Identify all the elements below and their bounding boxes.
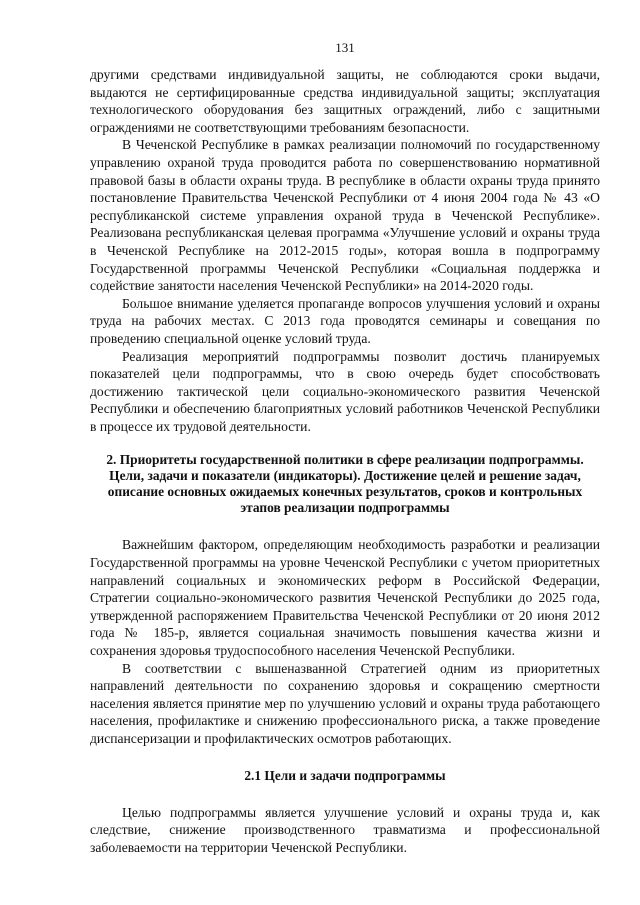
paragraph: В соответствии с вышеназванной Стратегией одним из приоритетных направлений деятельности по сохранению здоровья и сокращению смертности населения является принятие мер по улучшению условий и охраны труда работающего населения, профилактике и снижению профессионального риска, а также проведение диспансеризации и профилактических осмотров работающих. <box>90 660 600 746</box>
paragraph: другими средствами индивидуальной защиты, не соблюдаются сроки выдачи, выдаются не сертифицированные средства индивидуальной защиты; эксплуатация технологического оборудования без защитных ограждений, либо с защитными ограждениями не соответствующими требованиям безопасности. <box>90 67 600 135</box>
paragraph: Важнейшим фактором, определяющим необходимость разработки и реализации Государственной программы на уровне Чеченской Республики с учетом приоритетных направлений социальных и экономических реформ в Российской Федерации, Стратегии социально-экономического развития Чеченской Республики до 2025 года, утвержденной распоряжением Правительства Чеченской Республики от 20 июня 2012 года № 185-р, является социальная значимость повышения качества жизни и сохранения здоровья трудоспособного населения Чеченской Республики. <box>90 537 600 659</box>
paragraph: Большое внимание уделяется пропаганде вопросов улучшения условий и охраны труда на рабочих местах. С 2013 года проводятся семинары и совещания по проведению специальной оценке условий труда. <box>90 295 600 346</box>
paragraph: В Чеченской Республике в рамках реализации полномочий по государственному управлению охраной труда проводится работа по совершенствованию нормативной правовой базы в области охраны труда. В республике в области охраны труда принято постановление Правительства Чеченской Республики от 4 июня 2004 года № 43 «О республиканской системе управления охраной труда в Чеченской Республике». Реализована республиканская целевая программа «Улучшение условий и охраны труда в Чеченской Республике на 2012-2015 годы», которая вошла в подпрограмму Государственной программы Чеченской Республики «Социальная поддержка и содействие занятости населения Чеченской Республики» на 2014-2020 годы. <box>90 137 600 294</box>
document-body <box>90 66 600 856</box>
paragraph: Целью подпрограммы является улучшение условий и охраны труда и, как следствие, снижение производственного травматизма и профессиональной заболеваемости на территории Чеченской Республики. <box>90 804 600 855</box>
paragraph: Реализация мероприятий подпрограммы позволит достичь планируемых показателей цели подпрограммы, что в свою очередь будет способствовать достижению тактической цели социально-экономического развития Чеченской Республики и обеспечению благоприятных условий работников Чеченской Республики в процессе их трудовой деятельности. <box>90 348 600 434</box>
subsection-heading: 2.1 Цели и задачи подпрограммы <box>244 767 446 783</box>
section-heading: 2. Приоритеты государственной политики в сфере реализации подпрограммы. Цели, задачи и показатели (индикаторы). Достижение целей и решение задач, описание основных ожидаемых конечных результатов, сроков и контрольных этапов реализации подпрограммы <box>106 452 584 516</box>
page-number: 131 <box>335 40 355 55</box>
